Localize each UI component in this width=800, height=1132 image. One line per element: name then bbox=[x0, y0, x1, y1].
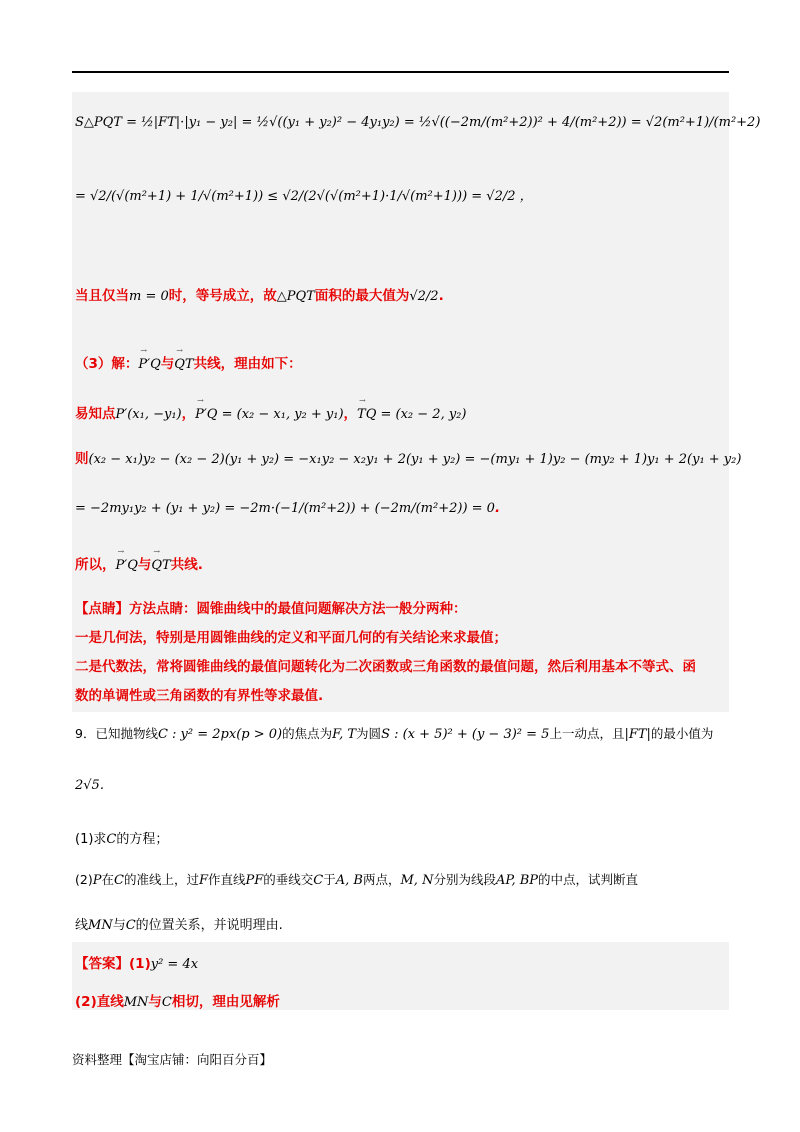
tip-line-1: 【点睛】方法点睛：圆锥曲线中的最值问题解决方法一般分两种： bbox=[75, 601, 467, 617]
area-expression-line-1: S△PQT = ½|FT|·|y₁ − y₂| = ½√((y₁ + y₂)² − 4y₁y₂) = ½√((−2m/(m²+2))² + 4/(m²+2)) = √2(m²+1)/(m²+2) bbox=[75, 115, 761, 130]
final-expression-line: = −2my₁y₂ + (y₁ + y₂) = −2m·(−1/(m²+2)) + (−2m/(m²+2)) = 0. bbox=[75, 500, 501, 516]
part3-heading: （3）解：→ P′Q与→ QT共线，理由如下： bbox=[75, 352, 302, 372]
problem9-question-1: (1)求C的方程； bbox=[75, 832, 169, 847]
header-rule bbox=[72, 71, 729, 73]
problem9-statement: 9．已知抛物线C : y² = 2px(p > 0)的焦点为F, T为圆S : (x + 5)² + (y − 3)² = 5上一动点，且|FT|的最小值为 bbox=[75, 726, 714, 742]
easy-know-line: 易知点P′(x₁, −y₁)，→ P′Q = (x₂ − x₁, y₂ + y₁)，→ TQ = (x₂ − 2, y₂) bbox=[75, 402, 466, 422]
page-footer: 资料整理【淘宝店铺：向阳百分百】 bbox=[72, 1052, 273, 1067]
problem9-question-2-cont: 线MN与C的位置关系，并说明理由. bbox=[75, 918, 283, 933]
so-line: 所以，→ P′Q与→ QT共线. bbox=[75, 553, 203, 573]
problem9-question-2: (2)P在C的准线上，过F作直线PF的垂线交C于A, B两点，M, N分别为线段AP, BP的中点，试判断直 bbox=[75, 872, 639, 888]
problem9-min-value: 2√5. bbox=[75, 778, 104, 793]
then-line: 则(x₂ − x₁)y₂ − (x₂ − 2)(y₁ + y₂) = −x₁y₂ − x₂y₁ + 2(y₁ + y₂) = −(my₁ + 1)y₂ − (my₂ + 1)y₁ + 2(y₁ + y₂) bbox=[75, 451, 742, 467]
tip-line-3: 二是代数法，常将圆锥曲线的最值问题转化为二次函数或三角函数的最值问题，然后利用基本不等式、函 bbox=[75, 659, 696, 675]
conclusion-line: 当且仅当m = 0时，等号成立，故△PQT面积的最大值为√2/2. bbox=[75, 288, 444, 304]
answer-line-2: (2)直线MN与C相切，理由见解析 bbox=[75, 994, 280, 1010]
answer-line-1: 【答案】(1)y² = 4x bbox=[75, 956, 199, 972]
tip-line-4: 数的单调性或三角函数的有界性等求最值. bbox=[75, 688, 324, 704]
area-expression-line-2: = √2/(√(m²+1) + 1/√(m²+1)) ≤ √2/(2√(√(m²+1)·1/√(m²+1))) = √2/2 ， bbox=[75, 189, 533, 204]
tip-line-2: 一是几何法，特别是用圆锥曲线的定义和平面几何的有关结论来求最值； bbox=[75, 630, 507, 646]
